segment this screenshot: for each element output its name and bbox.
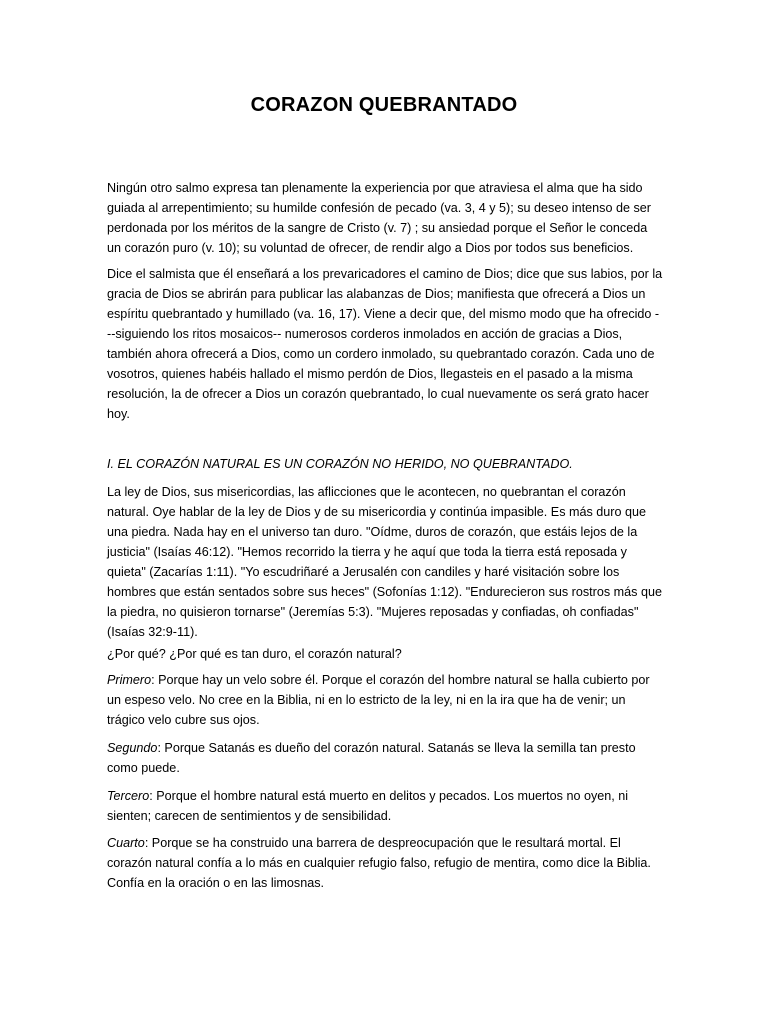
point-text: : Porque se ha construido una barrera de despreocupación que le resultará mortal. El corazón natural confía a lo más en cualquier refugio falso, refugio de mentira, como dice la Biblia. Confía en la oración o en las limosnas. [107,836,651,890]
point-text: : Porque hay un velo sobre él. Porque el corazón del hombre natural se halla cubierto por un espeso velo. No cree en la Biblia, ni en lo estricto de la ley, ni en la ira que ha de venir; un trágico velo cubre sus ojos. [107,673,650,727]
point-text: : Porque el hombre natural está muerto en delitos y pecados. Los muertos no oyen, ni sienten; carecen de sentimientos y de sensibilidad. [107,789,629,823]
point-label: Tercero [107,789,150,803]
intro-paragraph-2: Dice el salmista que él enseñará a los prevaricadores el camino de Dios; dice que sus labios, por la gracia de Dios se abrirán para publicar las alabanzas de Dios; manifiesta que ofrecerá a Dios un espíritu quebrantado y humillado (va. 16, 17). Viene a decir que, del mismo modo que ha ofrecido ---siguiendo los ritos mosaicos-- numerosos corderos inmolados en acción de gracias a Dios, también ahora ofrecerá a Dios, como un cordero inmolado, su quebrantado corazón. Cada uno de vosotros, quienes habéis hallado el mismo perdón de Dios, llegasteis en el pasado a la misma resolución, la de ofrecer a Dios un corazón quebrantado, lo cual nuevamente os será grato hacer hoy. [107,267,663,421]
question-text: ¿Por qué? ¿Por qué es tan duro, el corazón natural? [107,647,402,661]
point-text: : Porque Satanás es dueño del corazón natural. Satanás se lleva la semilla tan presto como puede. [107,741,636,775]
point-label: Primero [107,673,152,687]
point-cuarto [107,833,663,893]
point-segundo [107,738,663,778]
point-label: Segundo [107,741,158,755]
point-tercero [107,786,663,826]
document-title: CORAZON QUEBRANTADO [250,94,518,116]
section-paragraph: La ley de Dios, sus misericordias, las aflicciones que le acontecen, no quebrantan el corazón natural. Oye hablar de la ley de Dios y de su misericordia y continúa impasible. Es más duro que una piedra. Nada hay en el universo tan duro. "Oídme, duros de corazón, que estáis lejos de la justicia" (Isaías 46:12). "Hemos recorrido la tierra y he aquí que toda la tierra está reposada y quieta" (Zacarías 1:11). "Yo escudriñaré a Jerusalén con candiles y haré visitación sobre los hombres que están sentados sobre sus heces" (Sofonías 1:12). "Endurecieron sus rostros más que la piedra, no quisieron tornarse" (Jeremías 5:3). "Mujeres reposadas y confiadas, oh confiadas" (Isaías 32:9-11). [107,485,662,639]
intro-paragraph-1: Ningún otro salmo expresa tan plenamente la experiencia por que atraviesa el alma que ha sido guiada al arrepentimiento; su humilde confesión de pecado (va. 3, 4 y 5); su deseo intenso de ser perdonada por los méritos de la sangre de Cristo (v. 7) ; su ansiedad porque el Señor le conceda un corazón puro (v. 10); su voluntad de ofrecer, de rendir algo a Dios por todos sus beneficios. [107,181,651,255]
section-heading: I. EL CORAZÓN NATURAL ES UN CORAZÓN NO HERIDO, NO QUEBRANTADO. [107,457,573,471]
point-primero [107,670,663,730]
point-label: Cuarto [107,836,145,850]
